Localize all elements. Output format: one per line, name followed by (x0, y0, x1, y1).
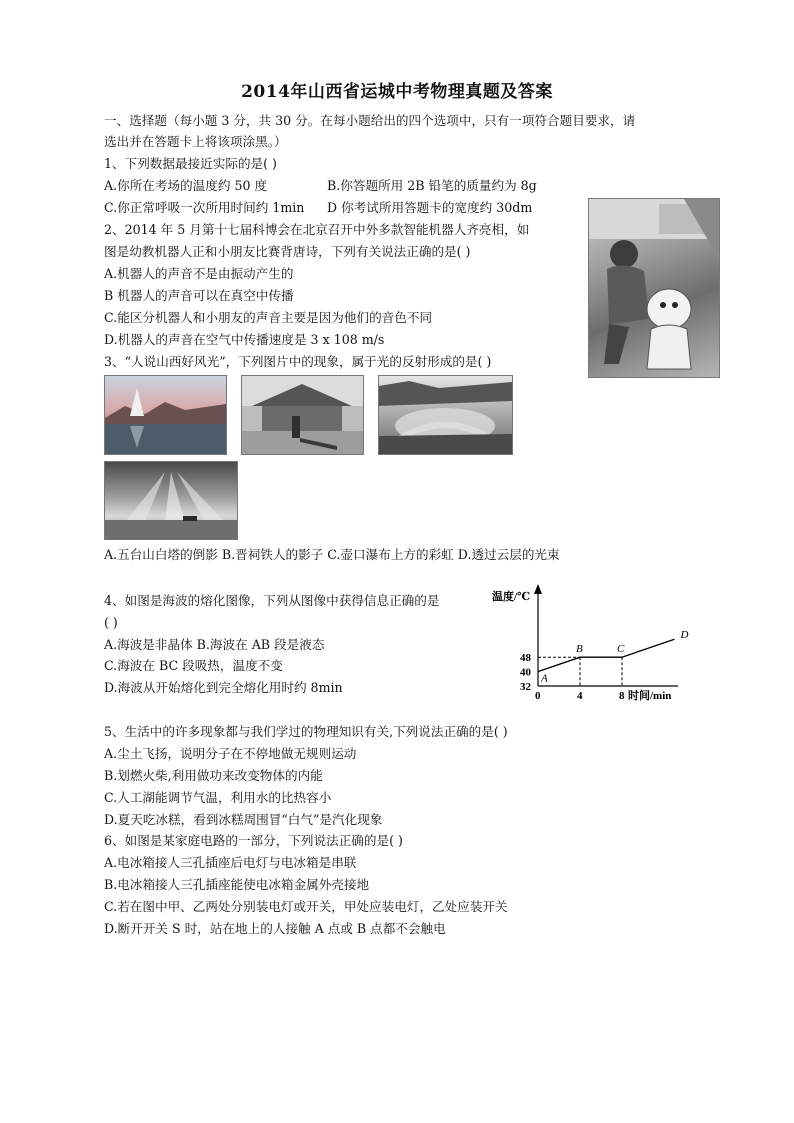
question-2-option-b: B 机器人的声音可以在真空中传播 (104, 288, 294, 303)
x-tick-label: 8 (619, 690, 625, 702)
question-6-option-d: D.断开开关 S 时，站在地上的人接触 A 点或 B 点都不会触电 (104, 921, 446, 936)
question-2-option-a: A.机器人的声音不是由振动产生的 (104, 266, 294, 281)
point-label-d: D (680, 629, 689, 642)
point-label-c: C (617, 643, 625, 656)
question-1-option-d: D 你考试所用答题卡的宽度约 30dm (327, 200, 533, 215)
question-4-option-ab: A.海波是非晶体 B.海波在 AB 段是液态 (104, 637, 325, 652)
y-tick-label: 40 (520, 666, 531, 679)
y-tick-label: 32 (520, 681, 531, 693)
melting-curve-chart (490, 578, 690, 702)
robot-photo (588, 198, 720, 378)
x-tick-label: 4 (577, 690, 583, 702)
question-3-stem: 3、“人说山西好风光”，下列图片中的现象，属于光的反射形成的是( ) (104, 354, 492, 369)
question-1-option-c: C.你正常呼吸一次所用时间约 1min (104, 200, 305, 215)
question-6-option-b: B.电冰箱接人三孔插座能使电冰箱金属外壳接地 (104, 877, 370, 892)
x-tick-label: 0 (535, 690, 541, 702)
question-1-stem: 1、下列数据最接近实际的是( ) (104, 156, 277, 171)
section-heading-line2: 选出并在答题卡上将该项涂黑。） (104, 134, 287, 149)
question-6-stem: 6、如图是某家庭电路的一部分，下列说法正确的是( ) (104, 833, 403, 848)
question-3-options: A.五台山白塔的倒影 B.晋祠铁人的影子 C.壶口瀑布上方的彩虹 D.透过云层的光束 (104, 547, 560, 562)
photo-light-beams-through-clouds (104, 461, 238, 540)
question-4-stem-line1: 4、如图是海波的熔化图像，下列从图像中获得信息正确的是 (104, 593, 440, 608)
point-label-b: B (576, 643, 583, 656)
question-4-option-d: D.海波从开始熔化到完全熔化用时约 8min (104, 680, 343, 695)
question-6-option-a: A.电冰箱接人三孔插座后电灯与电冰箱是串联 (104, 855, 357, 870)
x-axis-label: 时间/min (628, 690, 672, 702)
question-5-option-c: C.人工湖能调节气温，利用水的比热容小 (104, 790, 332, 805)
question-5-option-b: B.划燃火柴,利用做功来改变物体的内能 (104, 768, 323, 783)
question-2-option-c: C.能区分机器人和小朋友的声音主要是因为他们的音色不同 (104, 310, 433, 325)
point-label-a: A (541, 672, 548, 685)
question-4-stem-line2: ( ) (104, 615, 118, 630)
melting-curve-line (538, 639, 675, 671)
question-5-option-a: A.尘土飞扬，说明分子在不停地做无规则运动 (104, 746, 357, 761)
page-title: 2014年山西省运城中考物理真题及答案 (241, 82, 553, 102)
question-1-option-b: B.你答题所用 2B 铅笔的质量约为 8g (327, 178, 537, 193)
question-2-stem-line2: 图是幼教机器人正和小朋友比赛背唐诗，下列有关说法正确的是( ) (104, 244, 471, 259)
photo-hukou-waterfall-rainbow (378, 375, 513, 455)
question-1-option-a: A.你所在考场的温度约 50 度 (104, 178, 268, 193)
y-tick-label: 48 (520, 652, 531, 665)
photo-white-pagoda-reflection (104, 375, 227, 455)
question-2-option-d: D.机器人的声音在空气中传播速度是 3 x 108 m/s (104, 332, 385, 347)
question-2-stem-line1: 2、2014 年 5 月第十七届科博会在北京召开中外多款智能机器人齐亮相，如 (104, 222, 530, 237)
question-5-option-d: D.夏天吃冰糕，看到冰糕周围冒“白气”是汽化现象 (104, 812, 383, 827)
photo-jinci-iron-man (241, 375, 364, 455)
y-axis-label: 温度/℃ (492, 591, 531, 603)
question-6-option-c: C.若在图中甲、乙两处分别装电灯或开关，甲处应装电灯，乙处应装开关 (104, 899, 508, 914)
question-4-option-c: C.海波在 BC 段吸热，温度不变 (104, 658, 283, 673)
question-5-stem: 5、生活中的许多现象都与我们学过的物理知识有关,下列说法正确的是( ) (104, 724, 508, 739)
section-heading-line1: 一、选择题（每小题 3 分，共 30 分。在每小题给出的四个选项中，只有一项符合题目要求，请 (104, 113, 636, 128)
y-axis-arrow (534, 584, 542, 594)
